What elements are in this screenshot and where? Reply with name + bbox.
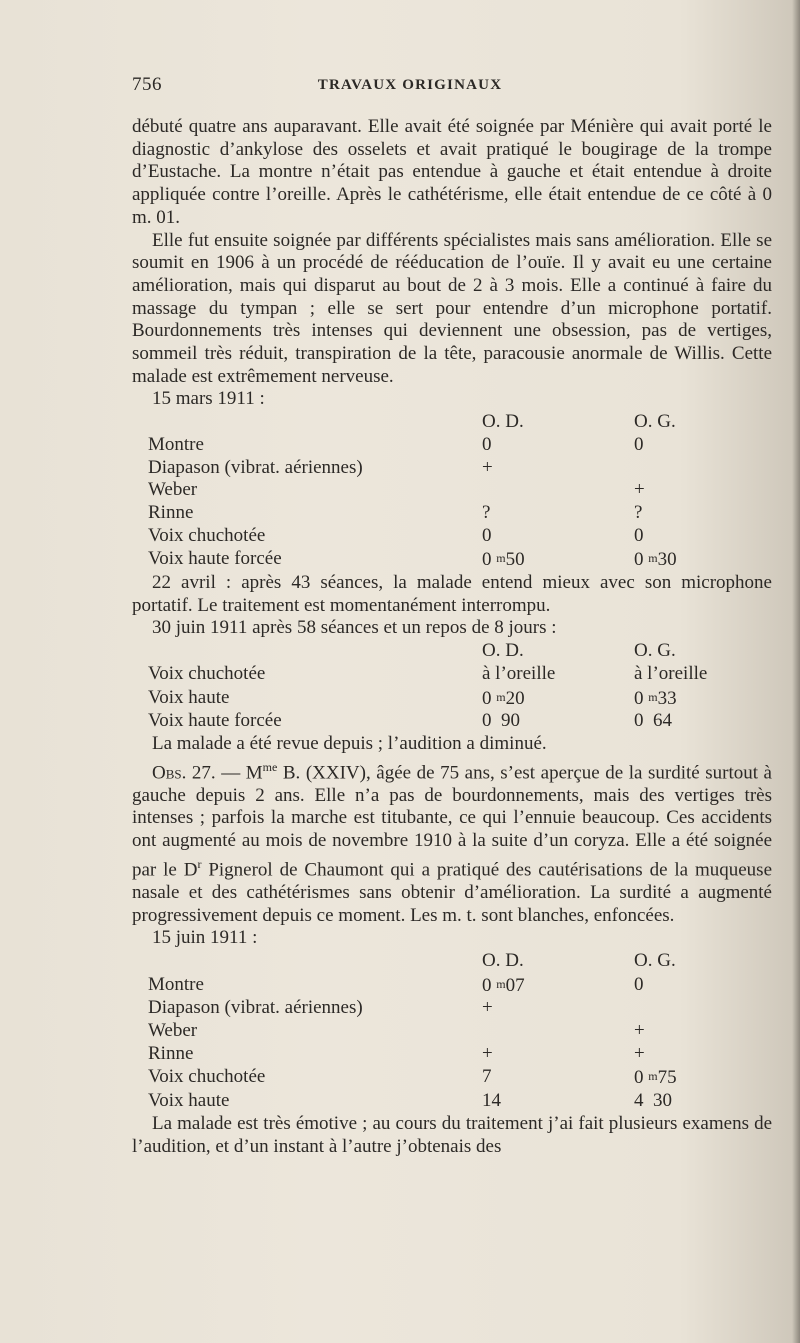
value-number: 0 <box>482 687 492 709</box>
exam-date-1: 15 mars 1911 : <box>152 388 265 410</box>
row-label: Montre <box>148 973 204 995</box>
value-og: 4 30 <box>634 1090 672 1112</box>
page-number: 756 <box>132 74 162 95</box>
value-number: 0 <box>634 687 644 709</box>
table-row <box>132 434 772 457</box>
table-header-row <box>132 640 772 663</box>
value-od <box>482 479 634 502</box>
value-og <box>634 1065 772 1090</box>
column-og: O. G. <box>634 411 676 433</box>
value-number: 0 <box>634 549 644 571</box>
page-header <box>132 74 772 102</box>
table-row <box>132 686 772 711</box>
table-row <box>132 663 772 686</box>
table-row <box>132 1020 772 1043</box>
table-row <box>132 710 772 733</box>
table-row <box>132 997 772 1020</box>
value-number: 30 <box>657 549 677 571</box>
table-row <box>132 1043 772 1066</box>
unit-meter: m <box>648 551 658 566</box>
value-od: 7 <box>482 1066 492 1088</box>
row-label: Voix chuchotée <box>148 662 266 684</box>
row-label: Voix haute <box>148 1090 230 1112</box>
observation-27 <box>132 756 772 928</box>
value-og: à l’oreille <box>634 662 708 684</box>
value-od <box>482 1020 634 1043</box>
obs-sup: r <box>197 856 202 871</box>
obs-text: B. (XXIV), âgée de 75 ans, s’est aperçue de la surdité surtout à gauche depuis 2 ans. Elle n’a pas de bourdonnements, mais des vertiges très intenses ; parfois la marche est titubante, ce qui l’ennuie beaucoup. Ces accidents ont augmenté au mois de novembre 1910 à la suite d’un coryza. Elle a été soignée par le D <box>132 762 772 881</box>
unit-meter: m <box>496 551 506 566</box>
value-number: 0 <box>634 1067 644 1089</box>
running-title: TRAVAUX ORIGINAUX <box>317 77 503 93</box>
value-og <box>634 686 772 711</box>
row-label: Voix chuchotée <box>148 524 266 546</box>
value-number: 50 <box>505 549 525 571</box>
row-label: Voix haute forcée <box>148 548 282 570</box>
value-number: 0 <box>482 974 492 996</box>
value-number: 07 <box>505 974 525 996</box>
paragraph-3: 22 avril : après 43 séances, la malade entend mieux avec son microphone portatif. Le traitement est momentanément interrompu. <box>132 572 772 616</box>
paragraph-4: 30 juin 1911 après 58 séances et un repos de 8 jours : <box>152 617 557 639</box>
exam-date-3: 15 juin 1911 : <box>152 927 258 949</box>
row-label: Weber <box>148 479 198 501</box>
value-number: 75 <box>657 1067 677 1089</box>
value-number: 0 <box>482 549 492 571</box>
row-label: Diapason (vibrat. aériennes) <box>148 456 363 478</box>
row-label: Voix haute <box>148 686 230 708</box>
paragraph-2: Elle fut ensuite soignée par différents spécialistes mais sans amélioration. Elle se soumit en 1906 à un procédé de rééducation de l’ouïe. Il y avait eu une certaine amélioration, mais qui disparut au bout de 2 à 3 mois. Elle a continué à faire du massage du tympan ; elle se sert pour entendre d’un microphone portatif. Bourdonnements très intenses qui deviennent une obsession, pas de vertiges, sommeil très réduit, transpiration de la tête, paracousie anormale de Willis. Cette malade est extrêmement nerveuse. <box>132 229 772 387</box>
table-row <box>132 1090 772 1113</box>
value-od <box>482 973 634 998</box>
value-od: à l’oreille <box>482 662 556 684</box>
table-row <box>132 973 772 998</box>
column-od: O. D. <box>482 949 524 971</box>
paragraph-6: La malade est très émotive ; au cours du traitement j’ai fait plusieurs examens de l’audition, et d’un instant à l’autre j’obtenais des <box>132 1112 772 1157</box>
unit-meter: m <box>496 976 506 991</box>
value-og <box>634 997 772 1020</box>
column-od: O. D. <box>482 411 524 433</box>
unit-meter: m <box>496 689 506 704</box>
table-row <box>132 457 772 480</box>
row-label: Weber <box>148 1020 198 1042</box>
paragraph-5: La malade a été revue depuis ; l’audition a diminué. <box>152 732 547 754</box>
obs-text: — M <box>215 762 263 784</box>
value-number: 20 <box>505 687 525 709</box>
table-header-row <box>132 950 772 973</box>
hearing-table-1 <box>132 411 772 572</box>
value-og: 0 64 <box>634 710 672 732</box>
table-header-row <box>132 411 772 434</box>
value-od: 14 <box>482 1090 501 1112</box>
body-text <box>132 116 772 1158</box>
value-od <box>482 547 634 572</box>
value-og: ? <box>634 501 643 523</box>
row-label: Voix chuchotée <box>148 1066 266 1088</box>
value-od: 0 <box>482 524 492 546</box>
obs-sup: me <box>262 759 278 774</box>
value-od <box>482 686 634 711</box>
value-od: + <box>482 1042 493 1064</box>
row-label: Diapason (vibrat. aériennes) <box>148 997 363 1019</box>
hearing-table-3 <box>132 950 772 1113</box>
column-og: O. G. <box>634 640 676 662</box>
unit-meter: m <box>648 1069 658 1084</box>
value-od: 0 <box>482 433 492 455</box>
value-od: 0 90 <box>482 710 520 732</box>
table-row <box>132 502 772 525</box>
value-og: 0 <box>634 524 644 546</box>
table-row <box>132 547 772 572</box>
value-og <box>634 547 772 572</box>
value-og: + <box>634 1020 645 1042</box>
value-od: + <box>482 997 493 1019</box>
obs-text: Pignerol de Chaumont qui a pratiqué des cautérisations de la muqueuse nasale et des cathétérismes sans obtenir d’amélioration. La surdité a augmenté progressivement depuis ce moment. Les m. t. sont blanches, enfoncées. <box>132 859 772 926</box>
column-og: O. G. <box>634 949 676 971</box>
table-row <box>132 1065 772 1090</box>
value-number: 33 <box>657 687 677 709</box>
hearing-table-2 <box>132 640 772 733</box>
table-row <box>132 479 772 502</box>
value-od: + <box>482 456 493 478</box>
row-label: Rinne <box>148 1042 194 1064</box>
value-od: ? <box>482 501 491 523</box>
column-od: O. D. <box>482 640 524 662</box>
paragraph-1: débuté quatre ans auparavant. Elle avait été soignée par Ménière qui avait porté le diagnostic d’ankylose des osselets et avait pratiqué le bougirage de la trompe d’Eustache. La montre n’était pas entendue à gauche et était entendue à droite appliquée contre l’oreille. Après le cathétérisme, elle était entendue de ce côté à 0 m. 01. <box>132 116 772 228</box>
table-row <box>132 525 772 548</box>
row-label: Rinne <box>148 501 194 523</box>
row-label: Voix haute forcée <box>148 710 282 732</box>
unit-meter: m <box>648 689 658 704</box>
value-og <box>634 457 772 480</box>
obs-label: Obs. 27. <box>152 762 216 784</box>
value-og: 0 <box>634 973 644 995</box>
row-label: Montre <box>148 433 204 455</box>
value-og: + <box>634 1042 645 1064</box>
value-og: + <box>634 479 645 501</box>
value-og: 0 <box>634 433 644 455</box>
